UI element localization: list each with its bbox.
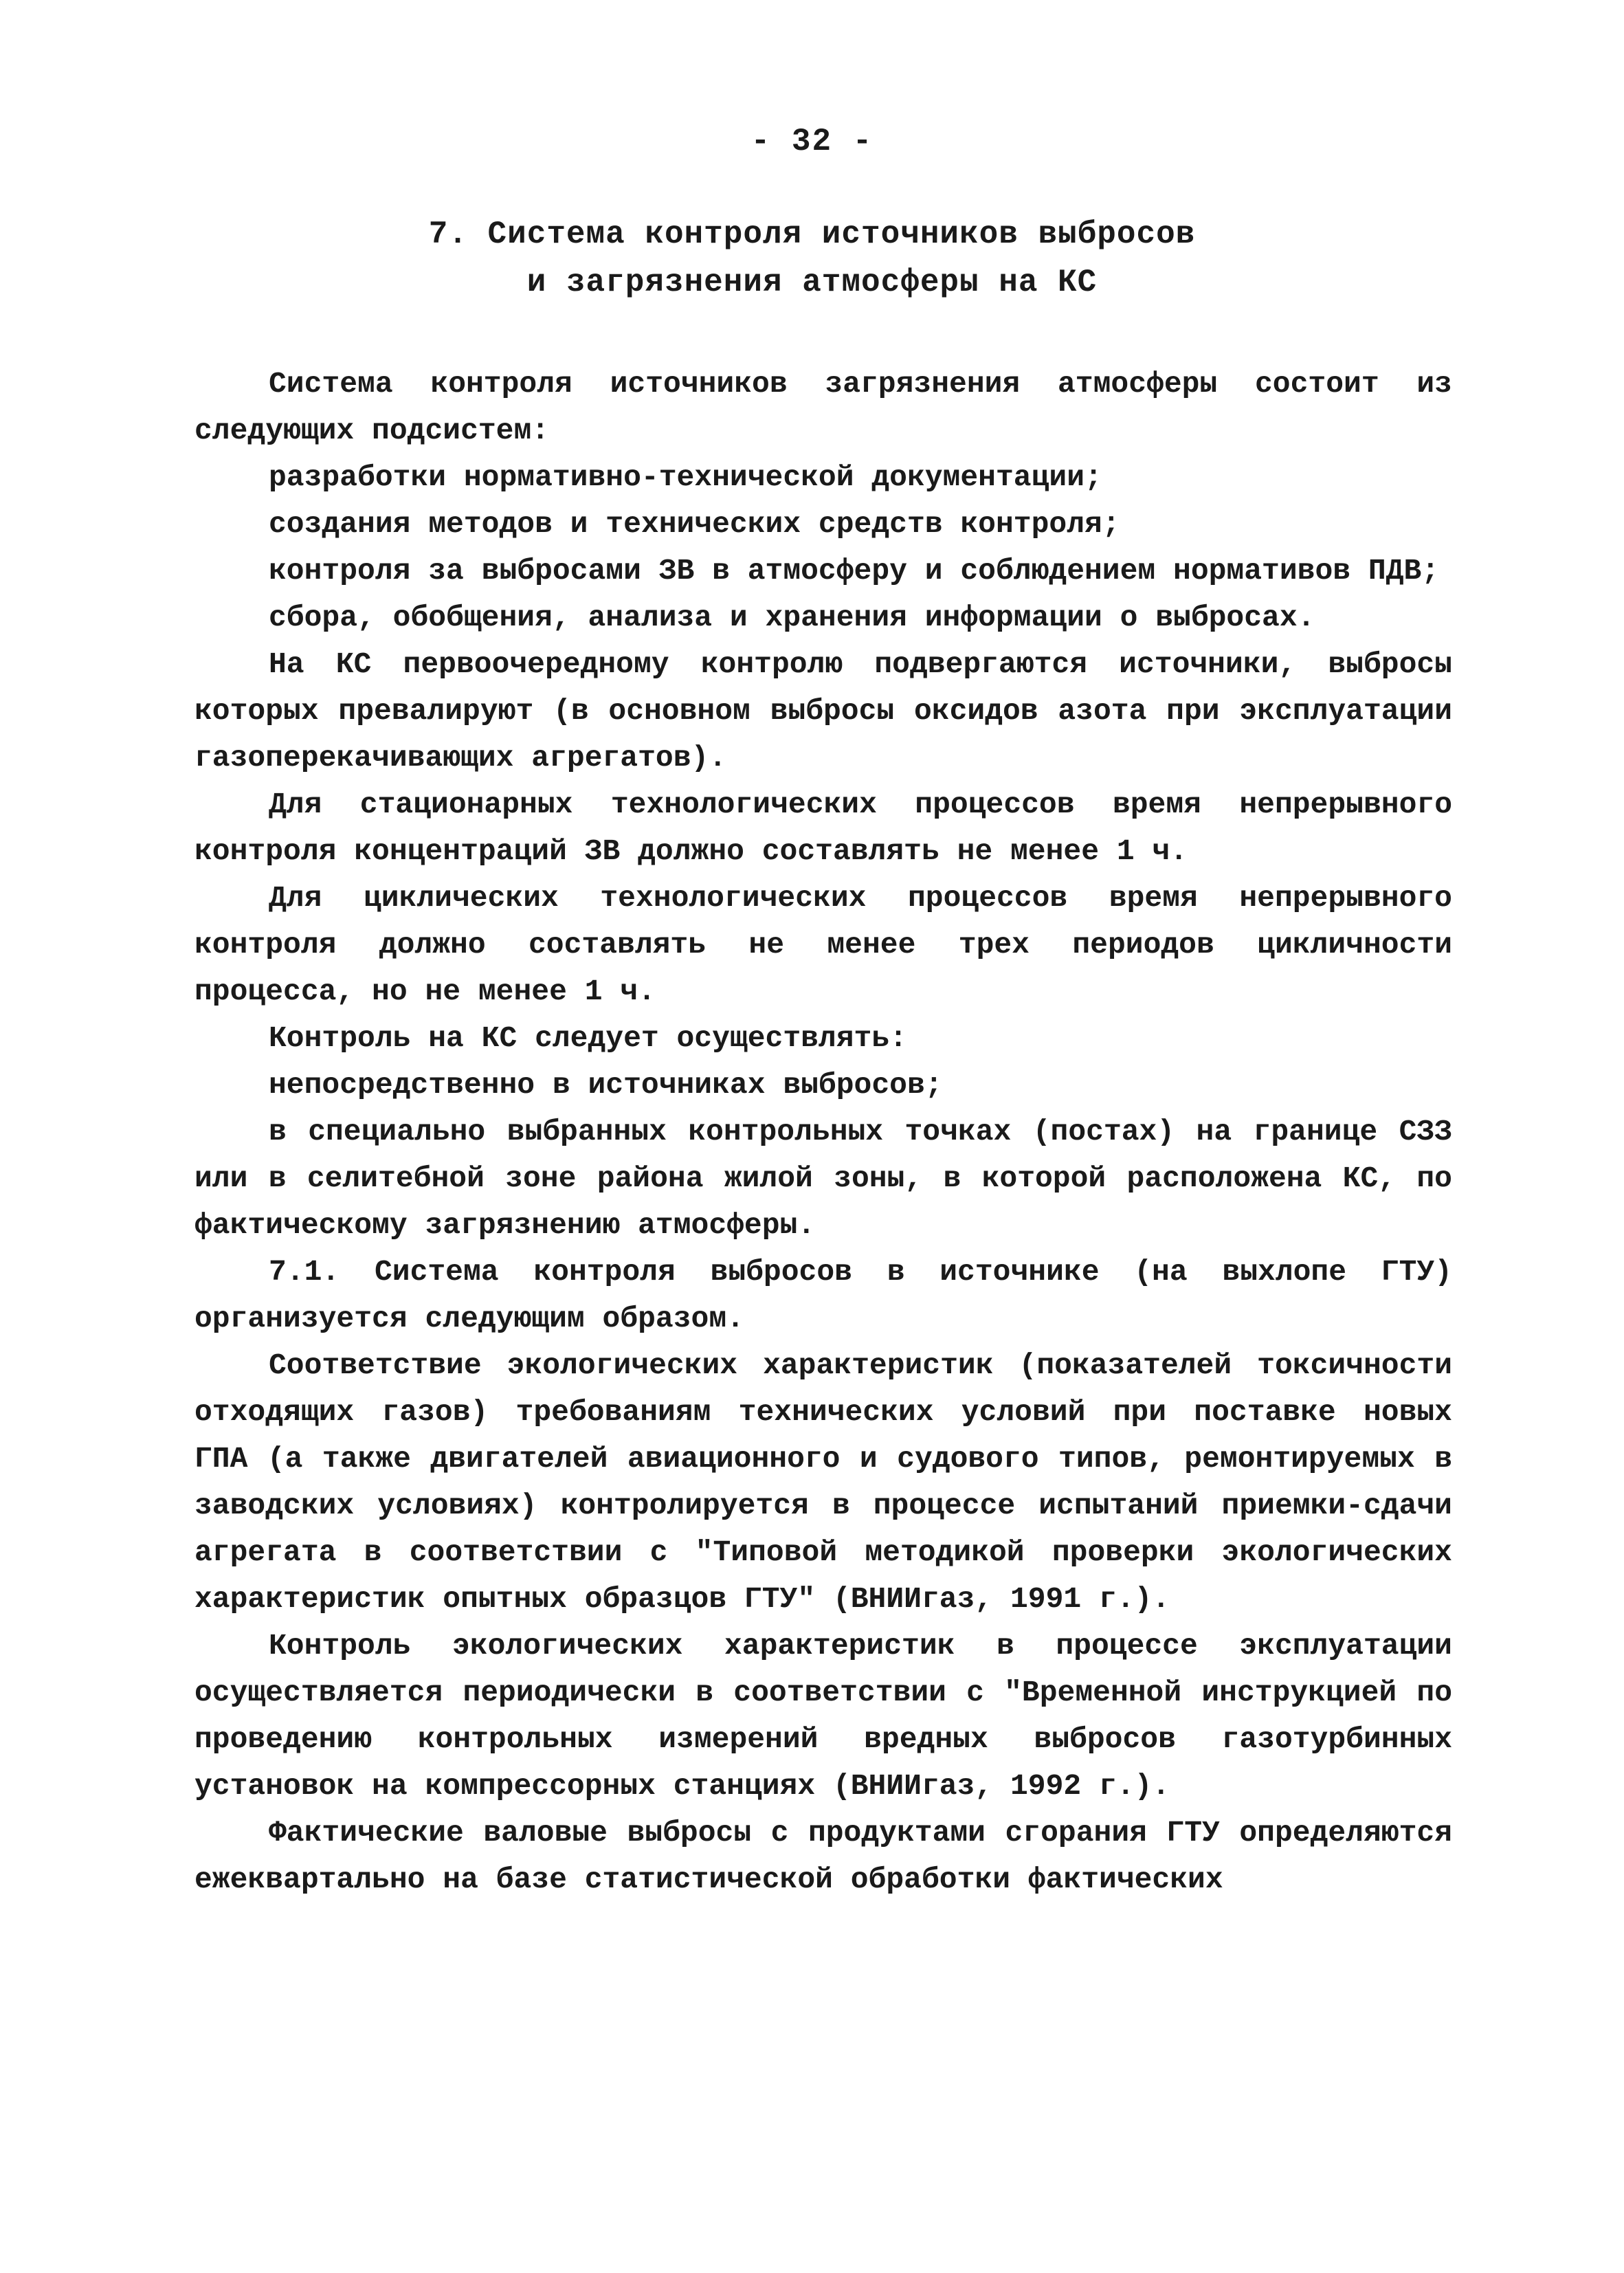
page-number: - 32 - [750, 124, 874, 159]
paragraph: 7.1. Система контроля выбросов в источнике (на выхлопе ГТУ) организуется следующим образом. [194, 1255, 1452, 1335]
section-heading-line-2: и загрязнения атмосферы на КС [526, 265, 1098, 300]
paragraph: Для стационарных технологических процессов время непрерывного контроля концентраций ЗВ должно составлять не менее 1 ч. [194, 788, 1452, 868]
paragraph: контроля за выбросами ЗВ в атмосферу и соблюдением нормативов ПДВ; [269, 554, 1440, 588]
paragraph: непосредственно в источниках выбросов; [269, 1068, 943, 1102]
paragraph: Контроль экологических характеристик в процессе эксплуатации осуществляется периодически в соответствии с "Временной инструкцией по проведению контрольных измерений вредных выбросов газотурбинных установок на компрессорных станциях (ВНИИгаз, 1992 г.). [194, 1629, 1452, 1803]
paragraph: создания методов и технических средств контроля; [269, 507, 1120, 541]
paragraph: в специально выбранных контрольных точках (постах) на границе СЗЗ или в селитебной зоне района жилой зоны, в которой расположена КС, по фактическому загрязнению атмосферы. [194, 1115, 1452, 1242]
paragraph: На КС первоочередному контролю подвергаются источники, выбросы которых превалируют (в основном выбросы оксидов азота при эксплуатации газоперекачивающих агрегатов). [194, 647, 1452, 775]
paragraph: Соответствие экологических характеристик (показателей токсичности отходящих газов) требованиям технических условий при поставке новых ГПА (а также двигателей авиационного и судового типов, ремонтируемых в заводских условиях) контролируется в процессе испытаний приемки-сдачи агрегата в соответствии с "Типовой методикой проверки экологических характеристик опытных образцов ГТУ" (ВНИИгаз, 1991 г.). [194, 1349, 1452, 1616]
body-text [194, 361, 1452, 1903]
paragraph: Контроль на КС следует осуществлять: [269, 1021, 907, 1055]
paragraph: Система контроля источников загрязнения атмосферы состоит из следующих подсистем: [194, 367, 1452, 447]
paragraph: разработки нормативно-технической документации; [269, 461, 1102, 494]
paragraph: Фактические валовые выбросы с продуктами сгорания ГТУ определяются ежеквартально на базе статистической обработки фактических [194, 1816, 1452, 1896]
section-heading-line-1: 7. Система контроля источников выбросов [428, 217, 1196, 252]
paragraph: сбора, обобщения, анализа и хранения информации о выбросах. [269, 601, 1315, 634]
paragraph: Для циклических технологических процессов время непрерывного контроля должно составлять не менее трех периодов цикличности процесса, но не менее 1 ч. [194, 881, 1452, 1008]
